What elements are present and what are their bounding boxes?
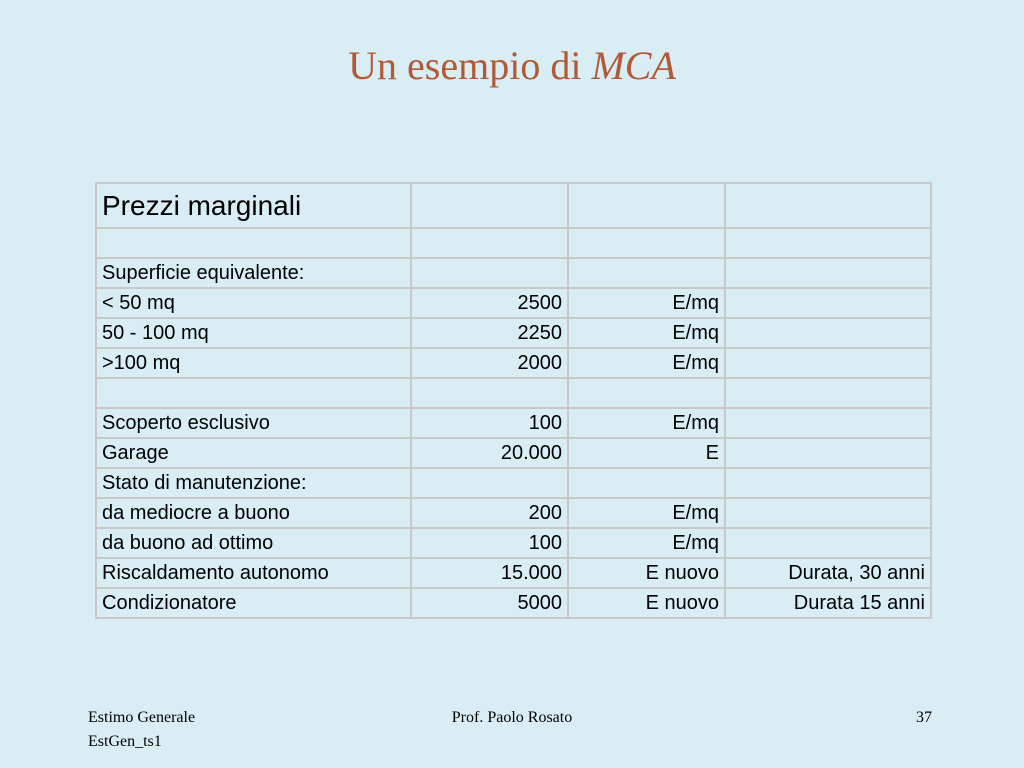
footer-author: Prof. Paolo Rosato [451, 709, 573, 726]
row-unit: E/mq [568, 318, 725, 348]
row-note [725, 408, 931, 438]
footer-course-code: EstGen_ts1 [88, 733, 162, 750]
table-header-row [96, 183, 931, 228]
table-row [96, 498, 931, 528]
row-label: 50 - 100 mq [96, 318, 411, 348]
table-cell [568, 228, 725, 258]
marginal-prices-table [95, 182, 932, 619]
page-number: 37 [916, 709, 932, 726]
row-label: < 50 mq [96, 288, 411, 318]
table-cell [96, 228, 411, 258]
row-unit: E/mq [568, 288, 725, 318]
table-cell [411, 183, 568, 228]
row-label: Stato di manutenzione: [96, 468, 411, 498]
table-row [96, 258, 931, 288]
row-unit: E nuovo [568, 558, 725, 588]
row-label: Condizionatore [96, 588, 411, 618]
table-row [96, 438, 931, 468]
row-value: 20.000 [411, 438, 568, 468]
row-label: Superficie equivalente: [96, 258, 411, 288]
row-note: Durata 15 anni [725, 588, 931, 618]
table-row [96, 378, 931, 408]
row-value: 100 [411, 528, 568, 558]
footer-course-name: Estimo Generale [88, 709, 196, 726]
row-value: 5000 [411, 588, 568, 618]
row-label: Scoperto esclusivo [96, 408, 411, 438]
row-label [96, 378, 411, 408]
row-value: 2000 [411, 348, 568, 378]
table-cell [725, 183, 931, 228]
row-unit [568, 258, 725, 288]
table-row [96, 228, 931, 258]
row-note [725, 528, 931, 558]
table-cell [411, 228, 568, 258]
row-value: 15.000 [411, 558, 568, 588]
row-note [725, 258, 931, 288]
row-note [725, 498, 931, 528]
row-value: 2250 [411, 318, 568, 348]
row-unit [568, 378, 725, 408]
row-label: Riscaldamento autonomo [96, 558, 411, 588]
row-note [725, 468, 931, 498]
row-label: >100 mq [96, 348, 411, 378]
row-label: da buono ad ottimo [96, 528, 411, 558]
row-note [725, 348, 931, 378]
row-unit [568, 468, 725, 498]
table-row [96, 468, 931, 498]
row-value [411, 378, 568, 408]
row-note [725, 378, 931, 408]
row-unit: E/mq [568, 528, 725, 558]
row-note [725, 288, 931, 318]
row-value: 2500 [411, 288, 568, 318]
table-row [96, 348, 931, 378]
row-unit: E/mq [568, 498, 725, 528]
row-note [725, 318, 931, 348]
table-cell [725, 228, 931, 258]
table-heading: Prezzi marginali [96, 183, 411, 228]
row-value [411, 258, 568, 288]
row-unit: E/mq [568, 348, 725, 378]
slide-title-text: Un esempio di [348, 43, 592, 88]
row-note: Durata, 30 anni [725, 558, 931, 588]
table-row [96, 318, 931, 348]
table-row [96, 288, 931, 318]
slide-title [0, 42, 1024, 90]
row-note [725, 438, 931, 468]
slide-title-emphasis: MCA [591, 43, 676, 88]
table-cell [568, 183, 725, 228]
row-unit: E [568, 438, 725, 468]
row-value: 100 [411, 408, 568, 438]
row-unit: E nuovo [568, 588, 725, 618]
table-row [96, 528, 931, 558]
row-value [411, 468, 568, 498]
table-row [96, 408, 931, 438]
row-label: Garage [96, 438, 411, 468]
row-value: 200 [411, 498, 568, 528]
table-row [96, 558, 931, 588]
table-row [96, 588, 931, 618]
row-label: da mediocre a buono [96, 498, 411, 528]
row-unit: E/mq [568, 408, 725, 438]
